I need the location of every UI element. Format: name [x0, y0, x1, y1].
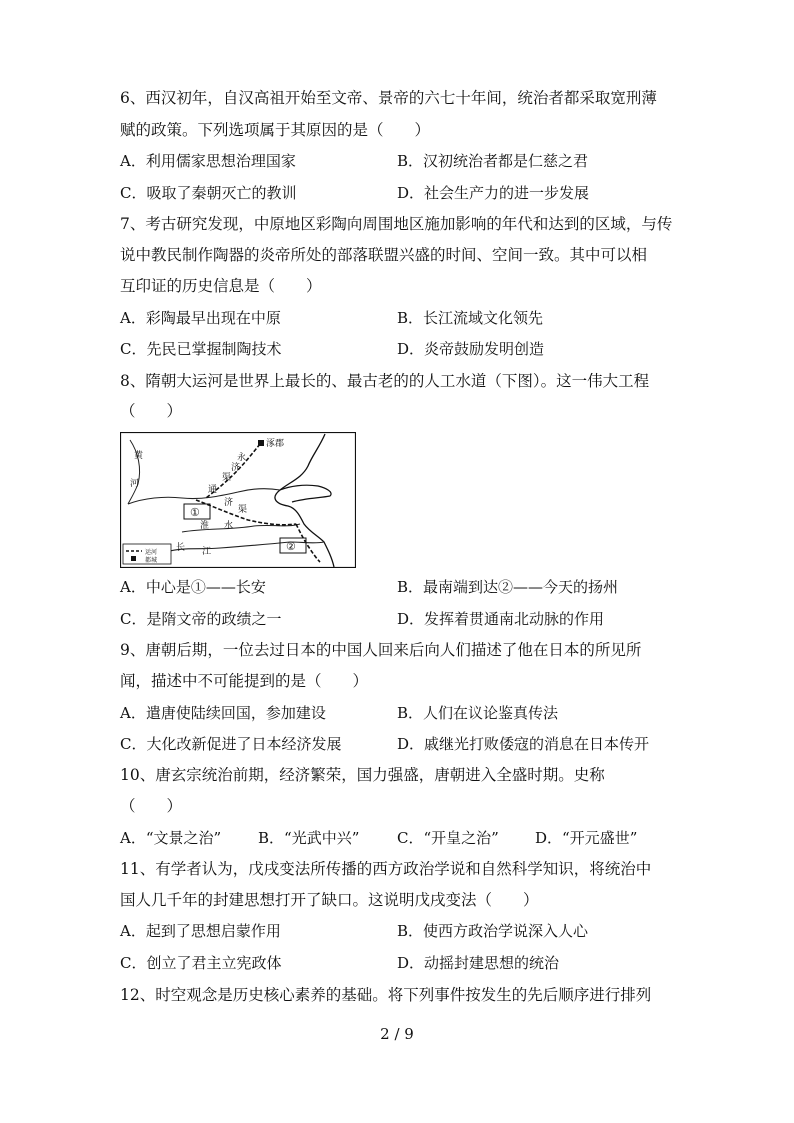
q9-option-b: B．人们在议论鉴真传法: [397, 704, 559, 722]
q10-option-c: C．“开皇之治”: [397, 829, 499, 847]
q11-option-a: A．起到了思想启蒙作用: [120, 922, 281, 940]
q9-option-c: C．大化改新促进了日本经济发展: [120, 735, 342, 753]
q10-stem-line2: （ ）: [120, 797, 183, 815]
label-circle-2: ②: [286, 540, 296, 553]
label-ji: 济: [231, 463, 241, 473]
q8-option-b: B．最南端到达②——今天的扬州: [397, 578, 619, 596]
q8-option-c: C．是隋文帝的政绩之一: [120, 610, 282, 628]
label-he: 河: [130, 479, 140, 489]
q10-stem-line1: 10、唐玄宗统治前期，经济繁荣，国力强盛，唐朝进入全盛时期。史称: [120, 766, 605, 784]
q8-stem-line2: （ ）: [120, 402, 183, 420]
q10-option-b: B．“光武中兴”: [258, 829, 360, 847]
q12-stem-line1: 12、时空观念是历史核心素养的基础。将下列事件按发生的先后顺序进行排列: [120, 986, 652, 1004]
label-jiang: 江: [202, 547, 212, 557]
zhuojun-marker: [258, 440, 264, 446]
q7-stem-line2: 说中教民制作陶器的炎帝所处的部落联盟兴盛的时间、空间一致。其中可以相: [120, 246, 648, 264]
q11-stem-line2: 国人几千年的封建思想打开了缺口。这说明戊戌变法（ ）: [120, 891, 539, 909]
q10-option-a: A．“文景之治”: [120, 829, 222, 847]
label-huai: 淮: [200, 521, 210, 531]
q6-option-b: B．汉初统治者都是仁慈之君: [397, 152, 589, 170]
label-qu2: 渠: [238, 505, 248, 515]
q7-option-b: B．长江流域文化领先: [397, 309, 544, 327]
legend-label-canal: 运河: [145, 549, 158, 556]
q7-stem-line3: 互印证的历史信息是（ ）: [120, 277, 322, 295]
q6-option-a: A．利用儒家思想治理国家: [120, 152, 296, 170]
q6-option-c: C．吸取了秦朝灭亡的教训: [120, 184, 297, 202]
q9-stem-line2: 闻，描述中不可能提到的是（ ）: [120, 672, 369, 690]
q10-option-d: D．“开元盛世”: [535, 829, 638, 847]
q7-option-d: D．炎帝鼓励发明创造: [397, 340, 545, 358]
label-qu: 渠: [222, 473, 232, 483]
q11-option-b: B．使西方政治学说深入人心: [397, 922, 589, 940]
q8-option-d: D．发挥着贯通南北动脉的作用: [397, 610, 605, 628]
label-shui: 水: [224, 521, 234, 531]
label-tong: 通: [208, 485, 218, 495]
label-huang: 黄: [134, 451, 144, 461]
label-zhuojun: 涿郡: [266, 439, 285, 449]
legend-city-marker: [131, 556, 136, 561]
legend-label-city: 都城: [145, 557, 158, 564]
q9-stem-line1: 9、唐朝后期，一位去过日本的中国人回来后向人们描述了他在日本的所见所: [120, 641, 642, 659]
label-ji2: 济: [224, 498, 234, 508]
page-number: 2 / 9: [380, 1025, 414, 1043]
q9-option-a: A．遣唐使陆续回国，参加建设: [120, 704, 326, 722]
q8-option-a: A．中心是①——长安: [120, 578, 266, 596]
q6-option-d: D．社会生产力的进一步发展: [397, 184, 590, 202]
q6-stem-line1: 6、西汉初年，自汉高祖开始至文帝、景帝的六七十年间，统治者都采取宽刑薄: [120, 89, 657, 107]
q7-stem-line1: 7、考古研究发现，中原地区彩陶向周围地区施加影响的年代和达到的区域，与传: [120, 215, 673, 233]
q11-option-c: C．创立了君主立宪政体: [120, 954, 282, 972]
label-yong: 永: [237, 453, 247, 463]
q11-option-d: D．动摇封建思想的统治: [397, 954, 560, 972]
q9-option-d: D．戚继光打败倭寇的消息在日本传开: [397, 735, 650, 753]
label-circle-1: ①: [190, 506, 200, 519]
q8-stem-line1: 8、隋朝大运河是世界上最长的、最古老的的人工水道（下图）。这一伟大工程: [120, 372, 650, 390]
grand-canal-map: [120, 432, 356, 568]
label-chang: 长: [176, 543, 186, 553]
q7-option-c: C．先民已掌握制陶技术: [120, 340, 282, 358]
q7-option-a: A．彩陶最早出现在中原: [120, 309, 281, 327]
q11-stem-line1: 11、有学者认为，戊戌变法所传播的西方政治学说和自然科学知识，将统治中: [120, 860, 652, 878]
q6-stem-line2: 赋的政策。下列选项属于其原因的是（ ）: [120, 121, 431, 139]
